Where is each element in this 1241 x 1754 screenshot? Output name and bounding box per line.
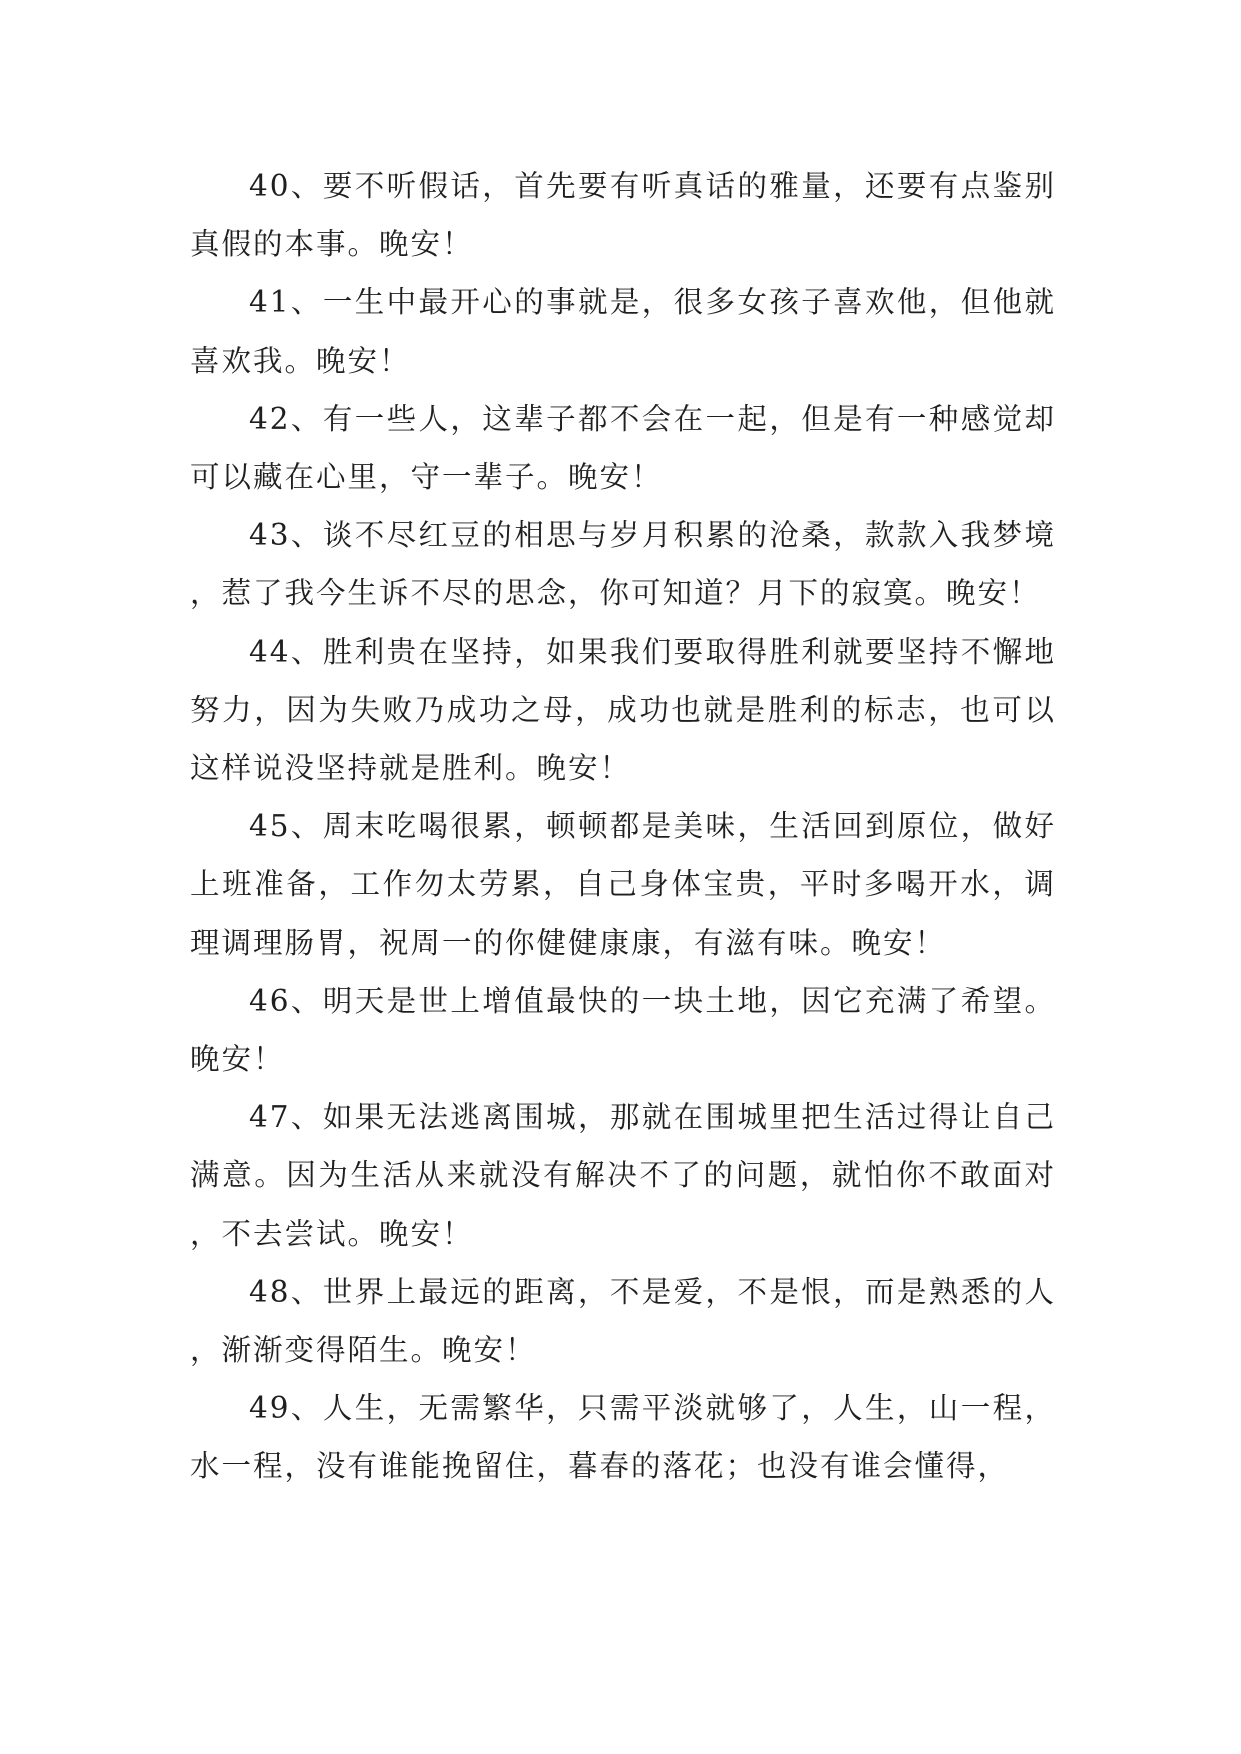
paragraph-43: 43、谈不尽红豆的相思与岁月积累的沧桑，款款入我梦境，惹了我今生诉不尽的思念，你可知道？月下的寂寞。晚安！ [190,518,1056,611]
paragraph-47: 47、如果无法逃离围城，那就在围城里把生活过得让自己满意。因为生活从来就没有解决不了的问题，就怕你不敢面对，不去尝试。晚安！ [190,1100,1056,1251]
paragraph-48: 48、世界上最远的距离，不是爱，不是恨，而是熟悉的人，渐渐变得陌生。晚安！ [190,1274,1056,1368]
paragraph-49: 49、人生，无需繁华，只需平淡就够了，人生，山一程，水一程，没有谁能挽留住，暮春的落花；也没有谁会懂得， [190,1391,1056,1484]
paragraph-40: 40、要不听假话，首先要有听真话的雅量，还要有点鉴别真假的本事。晚安！ [190,169,1056,262]
paragraph-45: 45、周末吃喝很累，顿顿都是美味，生活回到原位，做好上班准备，工作勿太劳累，自己身体宝贵，平时多喝开水，调理调理肠胃，祝周一的你健健康康，有滋有味。晚安！ [190,809,1056,960]
paragraph-42: 42、有一些人，这辈子都不会在一起，但是有一种感觉却可以藏在心里，守一辈子。晚安！ [190,401,1056,495]
paragraph-44: 44、胜利贵在坚持，如果我们要取得胜利就要坚持不懈地努力，因为失败乃成功之母，成功也就是胜利的标志，也可以这样说没坚持就是胜利。晚安！ [190,634,1056,786]
document-body [190,157,1056,1496]
paragraph-46: 46、明天是世上增值最快的一块土地，因它充满了希望。晚安！ [190,983,1056,1077]
paragraph-41: 41、一生中最开心的事就是，很多女孩子喜欢他，但他就喜欢我。晚安！ [190,285,1056,378]
